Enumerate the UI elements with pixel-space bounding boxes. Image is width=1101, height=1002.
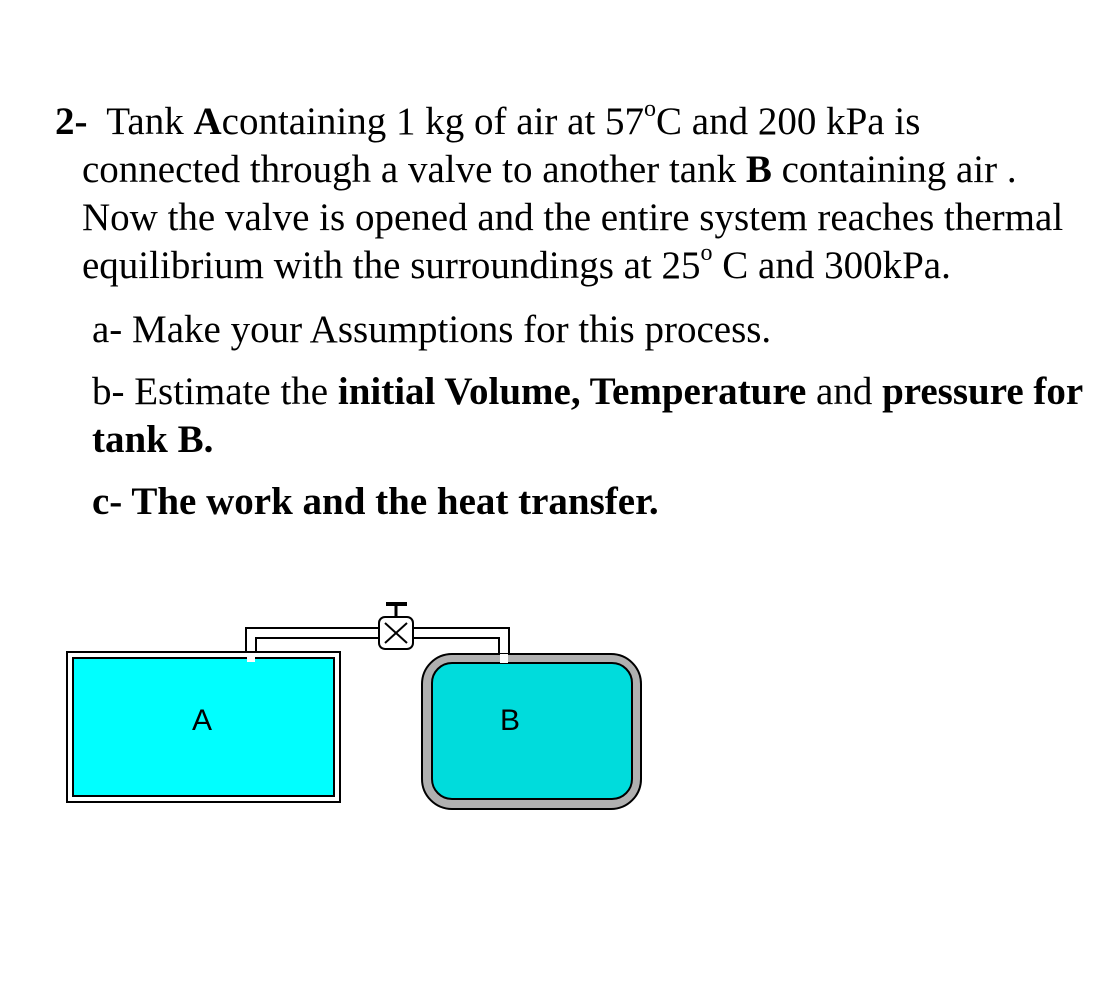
part-c: c- The work and the heat transfer. xyxy=(92,480,659,523)
stem-text-4: containing air . Now the valve is opened and the entire system reaches thermal equilibrium with the surroundings at 25 xyxy=(82,148,1064,287)
part-a: a- Make your Assumptions for this process. xyxy=(92,308,772,351)
part-b-bold-2: pressure for tank B. xyxy=(92,370,1083,461)
tank-diagram xyxy=(0,590,700,830)
tank-b-label: B xyxy=(499,704,521,737)
degree-sup-1: o xyxy=(644,96,657,122)
valve-icon xyxy=(379,604,413,649)
problem-2 xyxy=(55,98,1085,526)
tank-a-ref: A xyxy=(193,100,222,143)
pipe-right-inner xyxy=(412,629,508,637)
stem-text-3: C and 200 kPa is connected through a valve to another tank xyxy=(82,100,921,191)
degree-sup-2: o xyxy=(700,240,713,266)
tank-b-ref: B xyxy=(745,148,772,191)
tank-diagram-svg xyxy=(0,590,700,830)
stem-text-1: Tank xyxy=(106,100,194,143)
part-b-bold-1: initial Volume, Temperature xyxy=(337,370,807,413)
stem-text-2: containing 1 kg of air at 57 xyxy=(221,100,645,143)
part-b xyxy=(55,368,1085,464)
pipe-left-inner xyxy=(247,629,380,637)
part-b-prefix: b- Estimate the xyxy=(92,370,338,413)
part-b-mid: and xyxy=(806,370,883,413)
problem-stem xyxy=(55,98,1085,290)
tank-a xyxy=(67,652,340,802)
problem-number: 2- xyxy=(55,100,88,143)
tank-b xyxy=(422,654,641,809)
stem-text-5: C and 300kPa. xyxy=(712,244,951,287)
tank-a-label: A xyxy=(191,704,213,737)
